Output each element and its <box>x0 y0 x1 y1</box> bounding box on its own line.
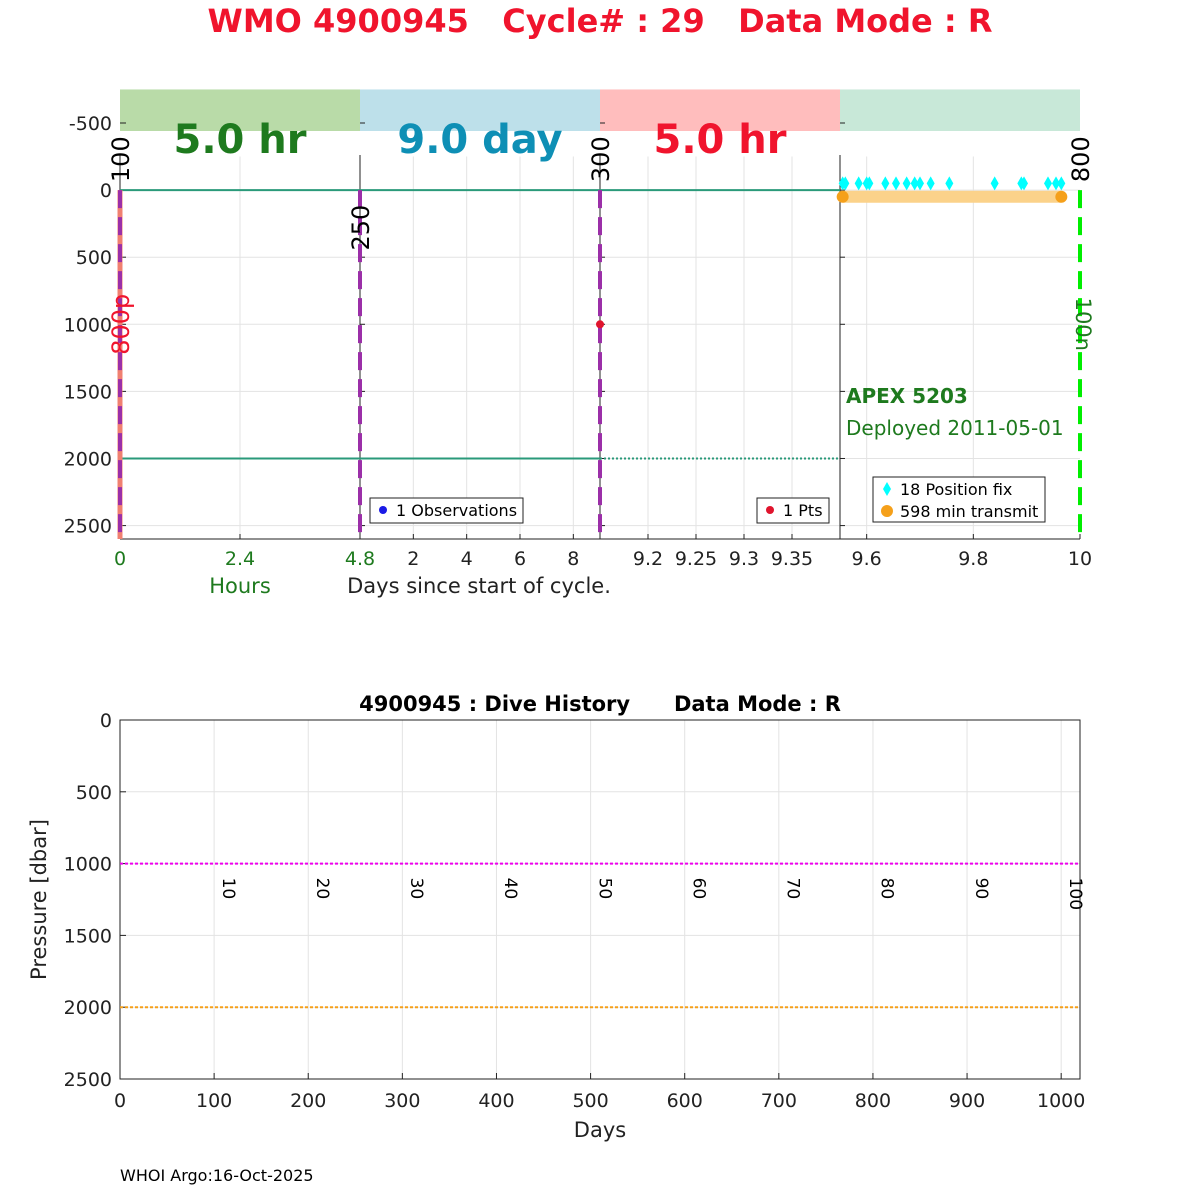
x-tick-label: 100 <box>195 1090 233 1112</box>
y-tick-label: 2000 <box>63 997 112 1020</box>
y-tick-label: 0 <box>99 180 112 203</box>
cycle-pressure-label: 300 <box>587 136 615 183</box>
x-tick-label: 9.2 <box>632 548 664 570</box>
drift-legend-text: 1 Observations <box>396 501 518 520</box>
cycle-number-label: 20 <box>311 877 332 900</box>
y-axis-label: Pressure [dbar] <box>27 819 51 980</box>
x-tick-label: 6 <box>513 548 527 570</box>
x-tick-label: 9.8 <box>958 548 989 570</box>
dive-history-title: 4900945 : Dive History Data Mode : R <box>359 692 841 716</box>
cycle-number-label: 100 <box>1064 877 1085 911</box>
y-tick-label: 0 <box>99 710 112 732</box>
position-fix-legend-text: 18 Position fix <box>900 480 1013 499</box>
drift-observation-point <box>596 320 604 328</box>
x-tick-label: 2 <box>407 548 420 570</box>
plot-area <box>120 720 1080 1079</box>
x-tick-label: 9.3 <box>728 548 760 570</box>
y-tick-label: 1000 <box>63 853 112 876</box>
position-fix-marker <box>892 176 900 190</box>
cycle-pressure-label: 250 <box>347 204 375 251</box>
x-tick-label: 500 <box>572 1090 609 1112</box>
cycle-number-label: 30 <box>406 877 427 900</box>
position-fix-marker <box>1044 176 1052 190</box>
page-title: WMO 4900945 Cycle# : 29 Data Mode : R <box>207 2 993 40</box>
x-axis-label: Days <box>573 1118 627 1142</box>
x-tick-label: 1000 <box>1036 1090 1086 1112</box>
cycle-number-label: 90 <box>970 877 991 900</box>
x-tick-label: 0 <box>113 548 127 570</box>
x-tick-label: 8 <box>567 548 580 570</box>
ascent-legend-text: 1 Pts <box>783 501 823 520</box>
position-fix-marker <box>916 176 924 190</box>
x-tick-label: 200 <box>290 1090 327 1112</box>
x-tick-label: 600 <box>666 1090 703 1112</box>
dive-history-chart <box>0 640 1200 1160</box>
phase-duration: 5.0 hr <box>653 117 787 163</box>
x-tick-label: 700 <box>760 1090 797 1112</box>
x-tick-label: 10 <box>1067 548 1093 570</box>
phase-duration: 9.0 day <box>397 117 563 163</box>
cycle-pressure-label: 100n <box>1071 297 1095 351</box>
cycle-pressure-label: 800 <box>1067 136 1095 183</box>
x-axis-label-days: Days since start of cycle. <box>347 574 611 598</box>
x-axis-label-hours: Hours <box>209 574 271 598</box>
ascent-legend-marker <box>766 506 774 514</box>
footer-credit: WHOI Argo:16-Oct-2025 <box>120 1166 314 1185</box>
cycle-pressure-label: 100 <box>107 136 135 183</box>
y-tick-label: 500 <box>75 247 112 270</box>
x-tick-label: 2.4 <box>224 548 256 570</box>
x-tick-label: 4 <box>460 548 473 570</box>
drift-legend-marker <box>379 506 387 514</box>
x-tick-label: 800 <box>854 1090 892 1112</box>
phase-band <box>840 89 1080 131</box>
transmit-start-marker <box>837 191 849 203</box>
y-tick-label: 1500 <box>63 381 112 404</box>
cycle-number-label: 70 <box>782 877 803 900</box>
x-tick-label: 4.8 <box>344 548 376 570</box>
y-tick-label: 1500 <box>63 925 112 948</box>
y-tick-label: 2000 <box>63 448 112 471</box>
position-fix-marker <box>1057 176 1065 190</box>
float-model: APEX 5203 <box>846 384 968 408</box>
x-tick-label: 9.25 <box>674 548 718 570</box>
position-fix-marker <box>903 176 911 190</box>
transmit-legend-text: 598 min transmit <box>900 502 1039 521</box>
x-tick-label: 400 <box>478 1090 515 1112</box>
position-fix-marker <box>881 176 889 190</box>
y-tick-label: 500 <box>75 781 112 804</box>
transmit-legend-marker <box>881 505 893 517</box>
phase-duration: 5.0 hr <box>173 117 307 163</box>
y-tick-label: 2500 <box>63 1069 112 1091</box>
position-fix-marker <box>991 176 999 190</box>
cycle-number-label: 80 <box>876 877 897 900</box>
position-fix-marker <box>945 176 953 190</box>
x-tick-label: 0 <box>113 1090 127 1112</box>
deployment-date: Deployed 2011-05-01 <box>846 416 1064 440</box>
position-fix-marker <box>927 176 935 190</box>
x-tick-label: 300 <box>384 1090 421 1112</box>
cycle-number-label: 40 <box>500 877 521 900</box>
transmit-end-marker <box>1055 191 1067 203</box>
x-tick-label: 900 <box>948 1090 986 1112</box>
y-tick-label: 2500 <box>63 515 112 538</box>
cycle-pressure-label: 800p <box>107 293 135 355</box>
x-tick-label: 9.6 <box>851 548 882 570</box>
cycle-number-label: 10 <box>217 877 238 900</box>
y-tick-label: -500 <box>68 113 112 135</box>
cycle-number-label: 50 <box>594 877 615 900</box>
position-fix-marker <box>855 176 863 190</box>
cycle-number-label: 60 <box>688 877 709 900</box>
y-tick-label: 1000 <box>63 314 112 337</box>
x-tick-label: 9.35 <box>770 548 814 570</box>
